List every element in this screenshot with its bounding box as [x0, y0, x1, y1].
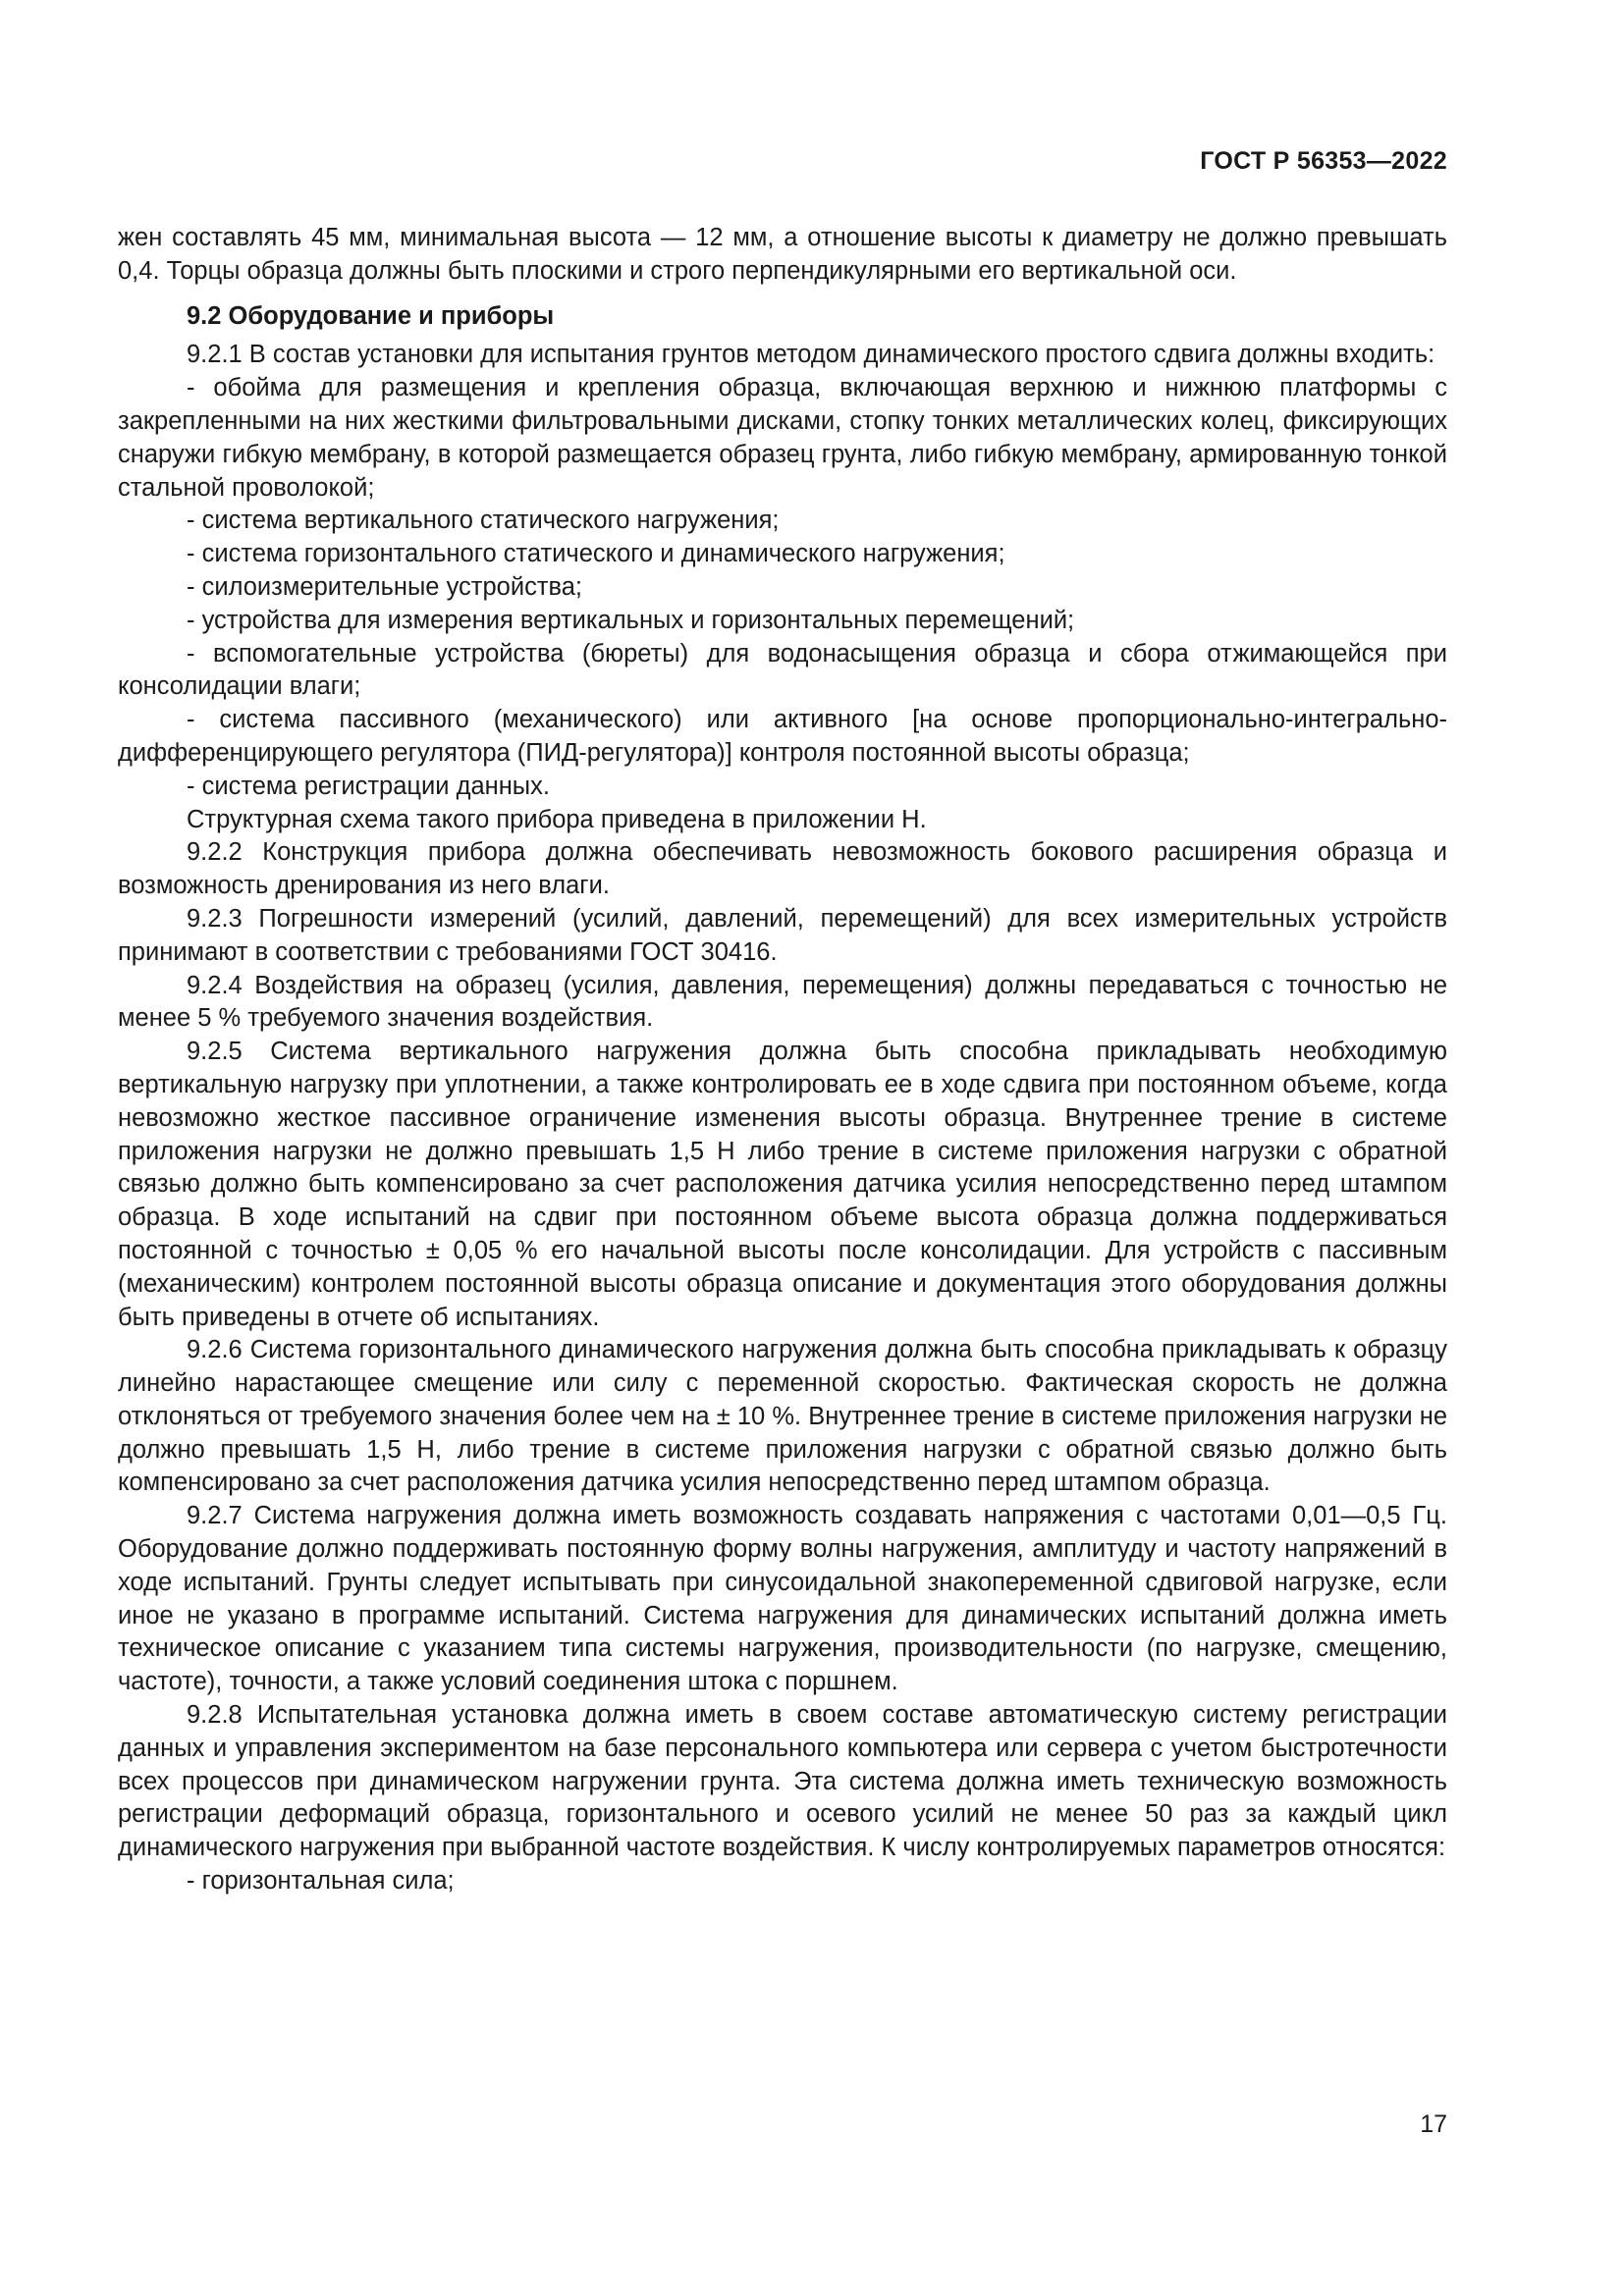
paragraph: 9.2.6 Система горизонтального динамического нагружения должна быть способна прикладывать к образцу линейно нарастающее смещение или силу с переменной скоростью. Фактическая скорость не должна отклоняться от требуемого значения более чем на ± 10 %. Внутреннее трение в системе приложения нагрузки не должно превышать 1,5 Н, либо трение в системе приложения нагрузки с обратной связью должно быть компенсировано за счет расположения датчика усилия непосредственно перед штампом образца. [118, 1336, 1447, 1497]
list-item: - система горизонтального статического и динамического нагружения; [187, 540, 1005, 568]
paragraph: 9.2.5 Система вертикального нагружения должна быть способна прикладывать необходимую вертикальную нагрузку при уплотнении, а также контролировать ее в ходе сдвига при постоянном объеме, когда невозможно жесткое пассивное ограничение изменения высоты образца. Внутреннее трение в системе приложения нагрузки не должно превышать 1,5 Н либо трение в системе приложения нагрузки с обратной связью должно быть компенсировано за счет расположения датчика усилия непосредственно перед штампом образца. В ходе испытаний на сдвиг при постоянном объеме высота образца должна поддерживаться постоянной с точностью ± 0,05 % его начальной высоты после консолидации. Для устройств с пассивным (механическим) контролем постоянной высоты образца описание и документация этого оборудования должны быть приведены в отчете об испытаниях. [118, 1038, 1447, 1331]
page-number: 17 [1420, 2110, 1447, 2138]
paragraph: 9.2.4 Воздействия на образец (усилия, давления, перемещения) должны передаваться с точностью не менее 5 % требуемого значения воздействия. [118, 971, 1447, 1033]
paragraph: 9.2.8 Испытательная установка должна иметь в своем составе автоматическую систему регистрации данных и управления экспериментом на базе персонального компьютера или сервера с учетом быстротечности всех процессов при динамическом нагружении грунта. Эта система должна иметь техническую возможность регистрации деформаций образца, горизонтального и осевого усилий не менее 50 раз за каждый цикл динамического нагружения при выбранной частоте воздействия. К числу контролируемых параметров относятся: [118, 1701, 1447, 1862]
section-heading: 9.2 Оборудование и приборы [187, 301, 555, 330]
list-item: - система пассивного (механического) или активного [на основе пропорционально-интегрально-дифференцирующего регулятора (ПИД-регулятора)] контроля постоянной высоты образца; [118, 706, 1447, 767]
paragraph: Структурная схема такого прибора приведена в приложении Н. [187, 805, 927, 833]
paragraph: 9.2.2 Конструкция прибора должна обеспечивать невозможность бокового расширения образца и возможность дренирования из него влаги. [118, 838, 1447, 900]
list-item: - силоизмерительные устройства; [187, 572, 583, 601]
list-item: - система вертикального статического нагружения; [187, 507, 780, 535]
paragraph: 9.2.7 Система нагружения должна иметь возможность создавать напряжения с частотами 0,01—0,5 Гц. Оборудование должно поддерживать постоянную форму волны нагружения, амплитуду и частоту напряжений в ходе испытаний. Грунты следует испытывать при синусоидальной знакопеременной сдвиговой нагрузке, если иное не указано в программе испытаний. Система нагружения для динамических испытаний должна иметь техническое описание с указанием типа системы нагружения, производительности (по нагрузке, смещению, частоте), точности, а также условий соединения штока с поршнем. [118, 1502, 1447, 1696]
paragraph-continuation: жен составлять 45 мм, минимальная высота — 12 мм, а отношение высоты к диаметру не должно превышать 0,4. Торцы образца должны быть плоскими и строго перпендикулярными его вертикальной оси. [118, 224, 1447, 285]
list-item: - горизонтальная сила; [187, 1867, 455, 1896]
list-item: - система регистрации данных. [187, 772, 550, 800]
paragraph: 9.2.3 Погрешности измерений (усилий, давлений, перемещений) для всех измерительных устройств принимают в соответствии с требованиями ГОСТ 30416. [118, 904, 1447, 966]
list-item: - устройства для измерения вертикальных и горизонтальных перемещений; [187, 606, 1075, 634]
list-item: - вспомогательные устройства (бюреты) для водонасыщения образца и сбора отжимающейся при консолидации влаги; [118, 639, 1447, 701]
list-item: - обойма для размещения и крепления образца, включающая верхнюю и нижнюю платформы с закрепленными на них жесткими фильтровальными дисками, стопку тонких металлических колец, фиксирующих снаружи гибкую мембрану, в которой размещается образец грунта, либо гибкую мембрану, армированную тонкой стальной проволокой; [118, 374, 1447, 502]
document-code-header: ГОСТ Р 56353—2022 [1200, 147, 1447, 175]
paragraph: 9.2.1 В состав установки для испытания грунтов методом динамического простого сдвига должны входить: [187, 341, 1435, 369]
document-body [118, 222, 1447, 1898]
